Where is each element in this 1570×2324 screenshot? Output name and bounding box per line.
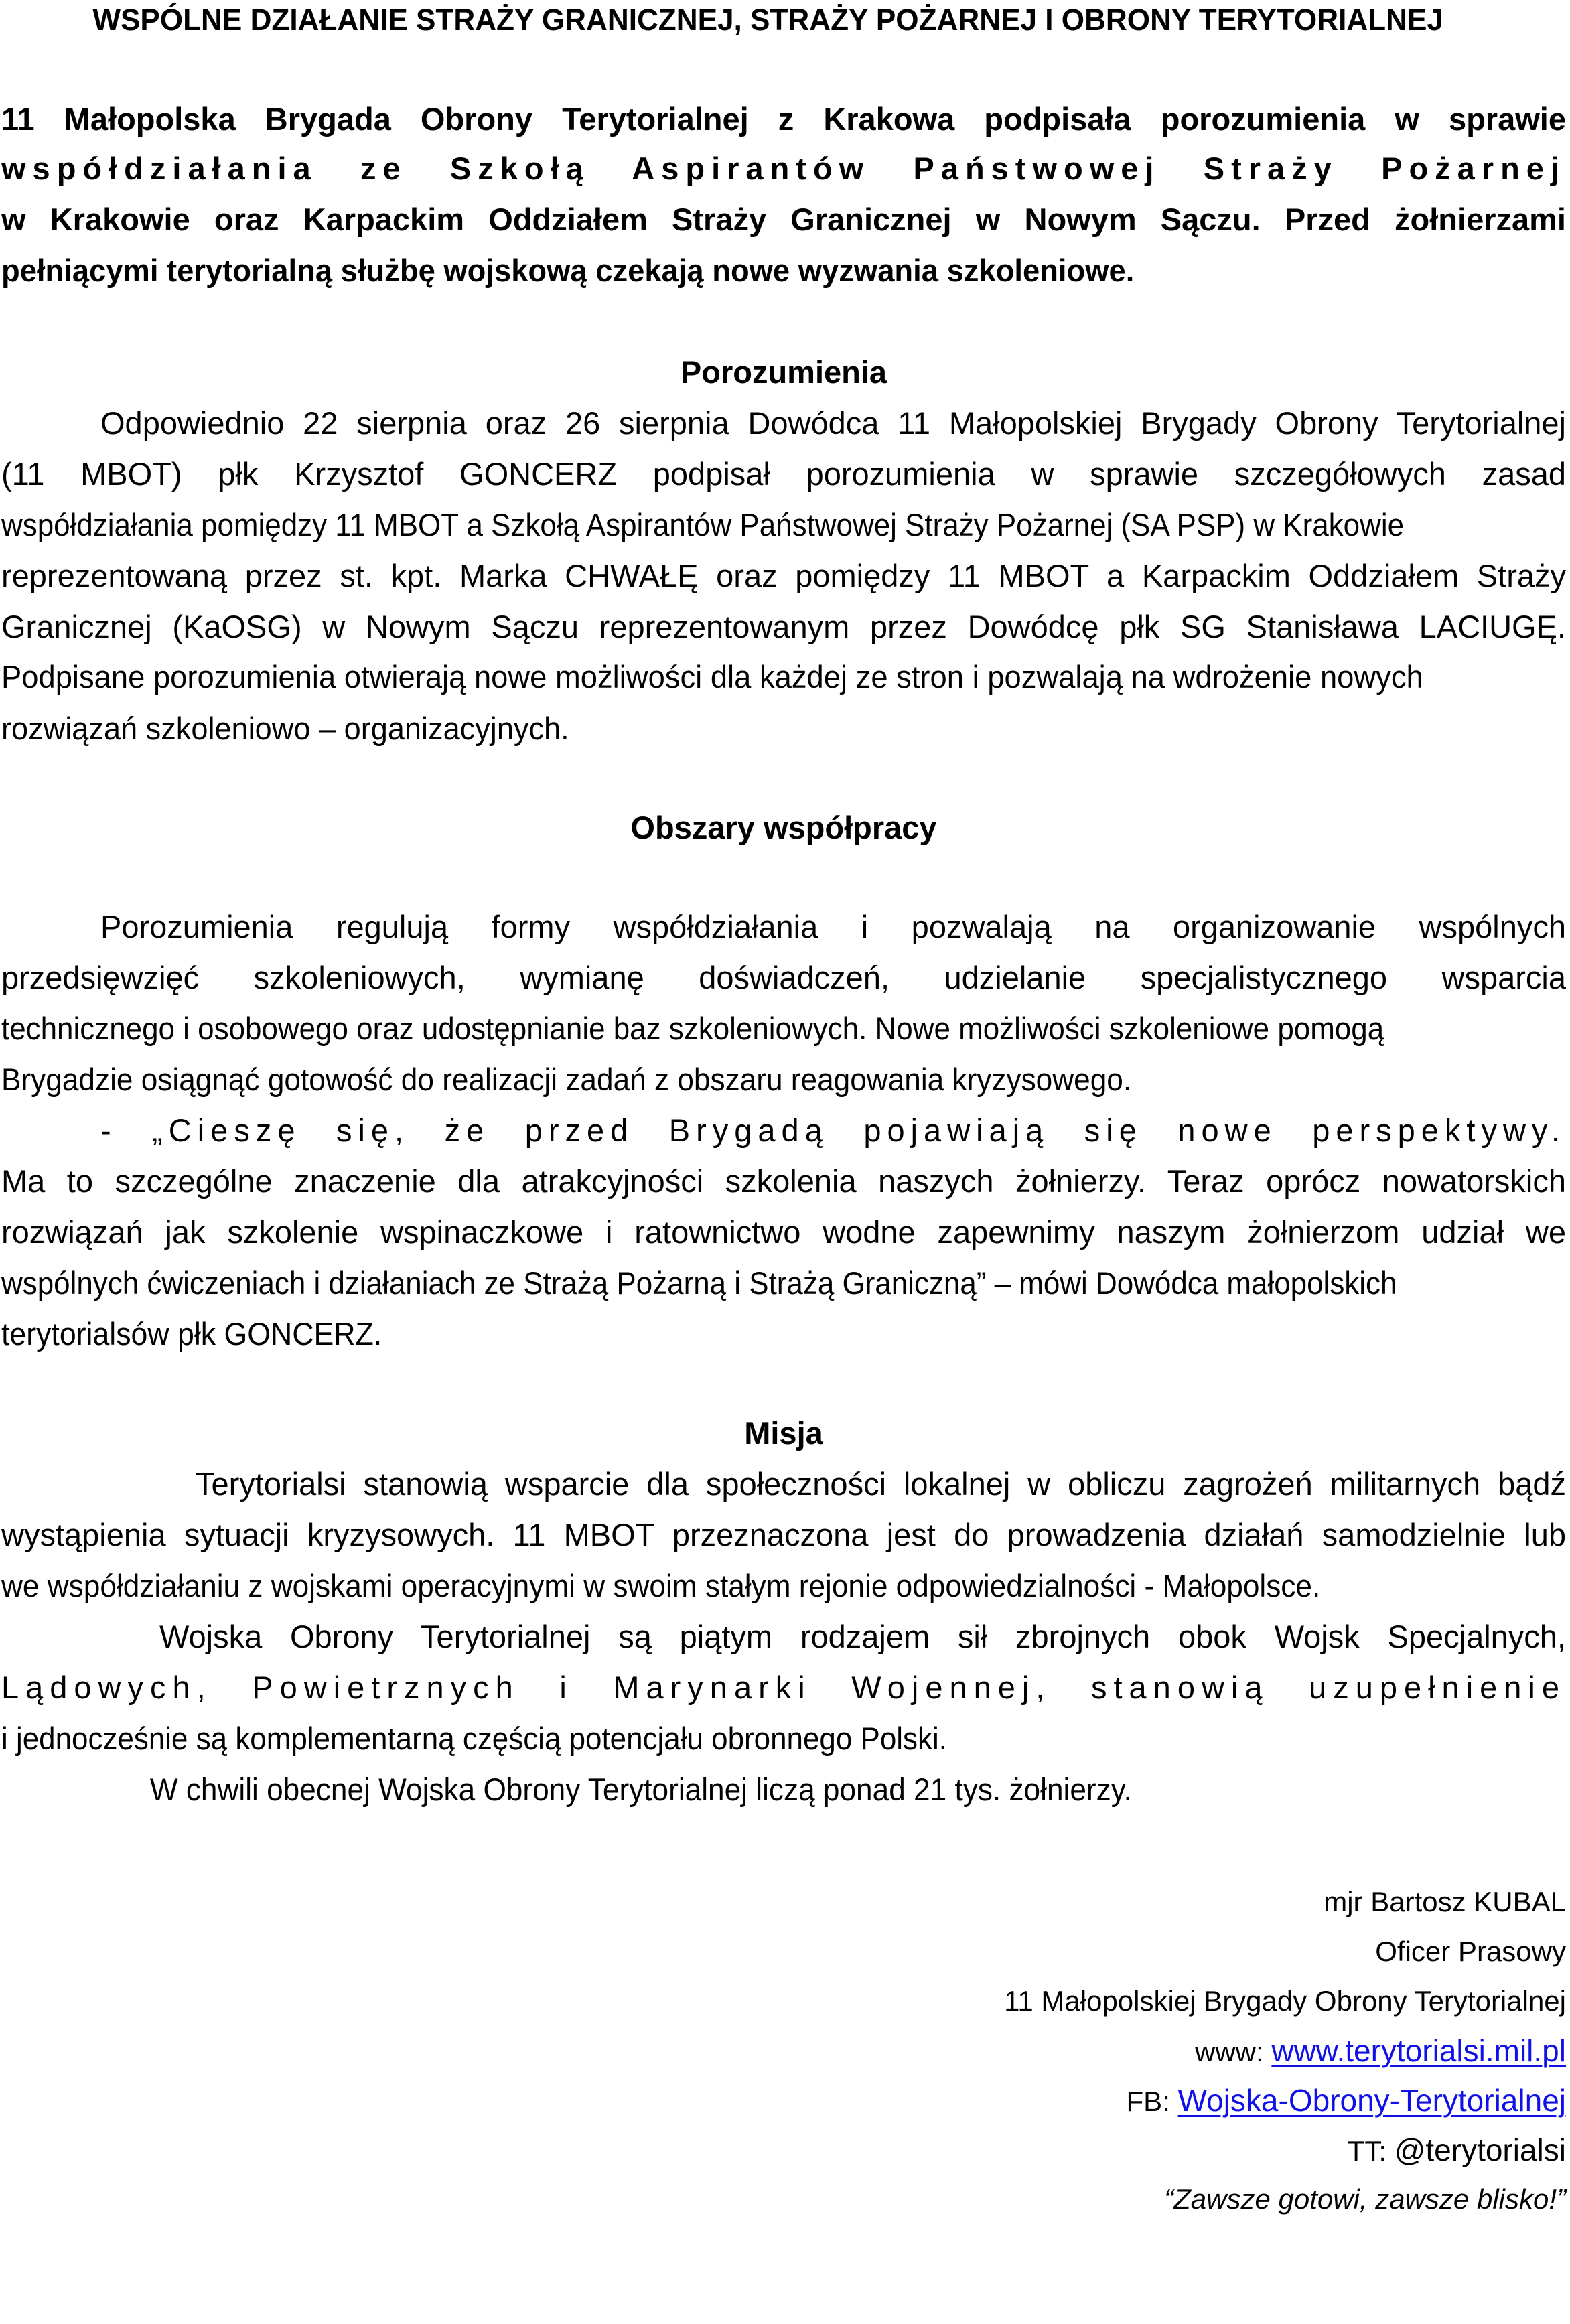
body-line: W chwili obecnej Wojska Obrony Terytorialnej liczą ponad 21 tys. żołnierzy. — [149, 1771, 1132, 1807]
body-line: współdziałania pomiędzy 11 MBOT a Szkołą Aspirantów Państwowej Straży Pożarnej (SA PSP) w Krakowie — [1, 507, 1405, 542]
body-line: Terytorialsi stanowią wsparcie dla społeczności lokalnej w obliczu zagrożeń militarnych bądź — [196, 1466, 1566, 1502]
quote-line: rozwiązań jak szkolenie wspinaczkowe i ratownictwo wodne zapewnimy naszym żołnierzom udział we — [1, 1214, 1566, 1250]
body-line: Granicznej (KaOSG) w Nowym Sączu reprezentowanym przez Dowódcę płk SG Stanisława LACIUGĘ. — [1, 609, 1566, 644]
facebook-row — [1, 2083, 1566, 2119]
motto: “Zawsze gotowi, zawsze blisko!” — [1164, 2183, 1566, 2215]
body-line: wystąpienia sytuacji kryzysowych. 11 MBOT przeznaczona jest do prowadzenia działań samodzielnie lub — [1, 1517, 1566, 1552]
twitter-row — [1, 2132, 1566, 2169]
twitter-handle: @terytorialsi — [1394, 2132, 1566, 2167]
website-link[interactable]: www.terytorialsi.mil.pl — [1271, 2033, 1566, 2068]
twitter-label: TT: — [1347, 2135, 1395, 2167]
author-unit: 11 Małopolskiej Brygady Obrony Terytorialnej — [1004, 1985, 1566, 2017]
lead-line: 11 Małopolska Brygada Obrony Terytorialnej z Krakowa podpisała porozumienia w sprawie — [1, 101, 1566, 137]
quote-line: Ma to szczególne znaczenie dla atrakcyjności szkolenia naszych żołnierzy. Teraz oprócz nowatorskich — [1, 1163, 1566, 1199]
body-line: technicznego i osobowego oraz udostępnianie baz szkoleniowych. Nowe możliwości szkoleniowe pomogą — [1, 1011, 1384, 1046]
body-line: we współdziałaniu z wojskami operacyjnymi w swoim stałym rejonie odpowiedzialności - Małopolsce. — [1, 1568, 1321, 1603]
lead-line: współdziałania ze Szkołą Aspirantów Państwowej Straży Pożarnej — [1, 151, 1566, 186]
body-line: reprezentowaną przez st. kpt. Marka CHWAŁĘ oraz pomiędzy 11 MBOT a Karpackim Oddziałem Straży — [1, 558, 1566, 593]
body-line: Porozumienia regulują formy współdziałania i pozwalają na organizowanie wspólnych — [100, 909, 1566, 944]
quote-line: terytorialsów płk GONCERZ. — [1, 1316, 382, 1352]
body-line: i jednocześnie są komplementarną częścią potencjału obronnego Polski. — [1, 1721, 947, 1756]
lead-line: w Krakowie oraz Karpackim Oddziałem Straży Granicznej w Nowym Sączu. Przed żołnierzami — [1, 202, 1566, 237]
facebook-label: FB: — [1126, 2086, 1178, 2117]
body-line: Brygadzie osiągnąć gotowość do realizacji zadań z obszaru reagowania kryzysowego. — [1, 1062, 1132, 1097]
document-title: WSPÓLNE DZIAŁANIE STRAŻY GRANICZNEJ, STRAŻY POŻARNEJ I OBRONY TERYTORIALNEJ — [92, 3, 1443, 37]
section-heading: Porozumienia — [680, 354, 887, 390]
section-heading: Obszary współpracy — [630, 810, 937, 845]
body-line: (11 MBOT) płk Krzysztof GONCERZ podpisał porozumienia w sprawie szczegółowych zasad — [1, 456, 1566, 492]
lead-line: pełniącymi terytorialną służbę wojskową czekają nowe wyzwania szkoleniowe. — [1, 252, 1135, 288]
website-row — [1, 2033, 1566, 2069]
quote-line: wspólnych ćwiczeniach i działaniach ze Strażą Pożarną i Strażą Graniczną” – mówi Dowódca małopolskich — [1, 1265, 1397, 1301]
facebook-link[interactable]: Wojska-Obrony-Terytorialnej — [1178, 2083, 1566, 2118]
author-role: Oficer Prasowy — [1375, 1936, 1566, 1967]
body-line: Lądowych, Powietrznych i Marynarki Wojennej, stanowią uzupełnienie — [1, 1670, 1566, 1705]
author-name: mjr Bartosz KUBAL — [1324, 1886, 1566, 1917]
body-line: przedsięwzięć szkoleniowych, wymianę doświadczeń, udzielanie specjalistycznego wsparcia — [1, 960, 1566, 995]
body-line: Wojska Obrony Terytorialnej są piątym rodzajem sił zbrojnych obok Wojsk Specjalnych, — [159, 1619, 1566, 1654]
section-heading: Misja — [744, 1415, 823, 1451]
body-line: Odpowiednio 22 sierpnia oraz 26 sierpnia Dowódca 11 Małopolskiej Brygady Obrony Terytorialnej — [100, 405, 1566, 441]
quote-line: - „Cieszę się, że przed Brygadą pojawiają się nowe perspektywy. — [100, 1112, 1566, 1148]
website-label: www: — [1195, 2036, 1272, 2067]
body-line: rozwiązań szkoleniowo – organizacyjnych. — [1, 711, 569, 746]
body-line: Podpisane porozumienia otwierają nowe możliwości dla każdej ze stron i pozwalają na wdrożenie nowych — [1, 659, 1423, 695]
